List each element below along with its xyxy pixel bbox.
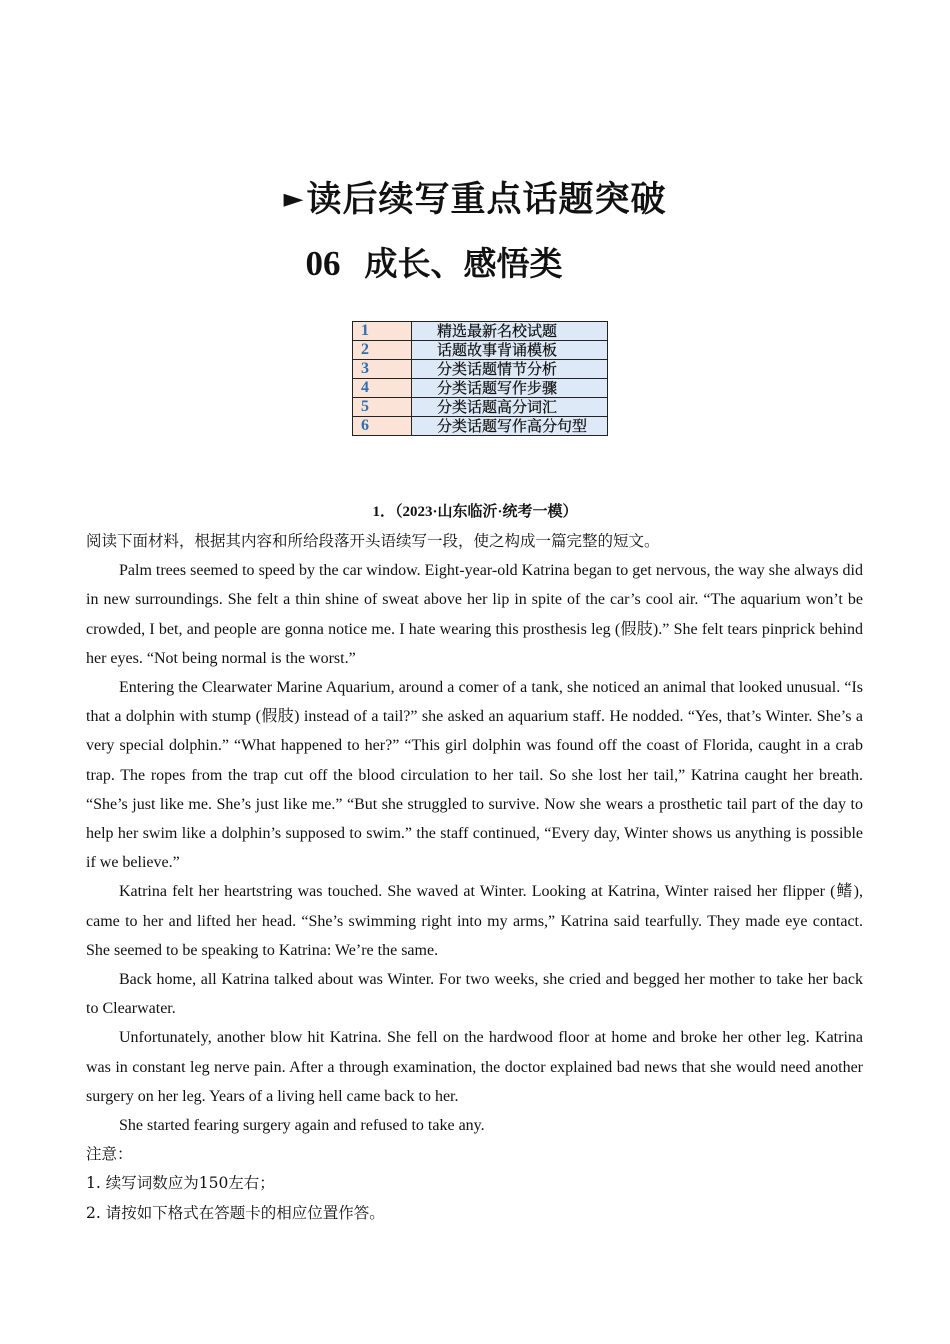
toc-row <box>353 322 608 341</box>
topic-name: 成长、感悟类 <box>364 244 563 283</box>
passage-paragraph: Entering the Clearwater Marine Aquarium, around a comer of a tank, she noticed an animal that looked unusual. “Is that a dolphin with stump (假肢) instead of a tail?” she asked an aquarium staff. He nodded. “Yes, that’s Winter. She’s a very special dolphin.” “What happened to her?” “This girl dolphin was found off the coast of Florida, caught in a crab trap. The ropes from the trap cut off the blood circulation to her tail. So she lost her tail,” Katrina caught her breath. “She’s just like me. She’s just like me.” “But she struggled to survive. Now she wears a prosthetic tail part of the day to help her swim like a dolphin’s supposed to swim.” the staff continued, “Every day, Winter shows us anything is possible if we believe.” <box>86 679 863 872</box>
toc-number: 1 <box>353 322 412 341</box>
toc-label: 分类话题高分词汇 <box>412 398 608 417</box>
toc-row <box>353 398 608 417</box>
passage-paragraph: Back home, all Katrina talked about was Winter. For two weeks, she cried and begged her mother to take her back to Clearwater. <box>86 971 863 1018</box>
question-body <box>86 527 863 1228</box>
toc-number: 4 <box>353 379 412 398</box>
contents-table <box>352 321 608 436</box>
toc-number: 3 <box>353 360 412 379</box>
toc-label: 分类话题写作步骤 <box>412 379 608 398</box>
question-heading: 1．（2023·山东临沂·统考一模） <box>372 504 578 520</box>
toc-label: 分类话题情节分析 <box>412 360 608 379</box>
note-item: 2. 请按如下格式在答题卡的相应位置作答。 <box>86 1203 385 1222</box>
toc-row <box>353 379 608 398</box>
toc-number: 5 <box>353 398 412 417</box>
note-item: 1. 续写词数应为150左右； <box>86 1174 275 1193</box>
passage-paragraph: Palm trees seemed to speed by the car window. Eight-year-old Katrina began to get nervous, the way she always did in new surroundings. She felt a thin shine of sweat above her lip in spite of the car’s cool air. “The aquarium won’t be crowded, I bet, and people are gonna notice me. I hate wearing this prosthesis leg (假肢).” She felt tears pinprick behind her eyes. “Not being normal is the worst.” <box>86 562 863 667</box>
passage-paragraph: Katrina felt her heartstring was touched. She waved at Winter. Looking at Katrina, Winter raised her flipper (鳍), came to her and lifted her head. “She’s swimming right into my arms,” Katrina said tearfully. They made eye contact. She seemed to be speaking to Katrina: We’re the same. <box>86 883 863 959</box>
toc-number: 2 <box>353 341 412 360</box>
passage-paragraph: Unfortunately, another blow hit Katrina. She fell on the hardwood floor at home and broke her other leg. Katrina was in constant leg nerve pain. After a through examination, the doctor explained bad news that she would need another surgery on her leg. Years of a living hell came back to her. <box>86 1029 863 1105</box>
triangle-icon: ► <box>283 184 305 214</box>
passage-paragraph: She started fearing surgery again and refused to take any. <box>119 1117 485 1135</box>
toc-row <box>353 341 608 360</box>
toc-label: 分类话题写作高分句型 <box>412 417 608 436</box>
toc-row <box>353 417 608 436</box>
topic-number: 06 <box>305 244 341 283</box>
title-text: 读后续写重点话题突破 <box>306 180 667 220</box>
main-title <box>0 172 950 222</box>
toc-row <box>353 360 608 379</box>
instruction: 阅读下面材料，根据其内容和所给段落开头语续写一段，使之构成一篇完整的短文。 <box>86 532 660 550</box>
toc-label: 精选最新名校试题 <box>412 322 608 341</box>
notes-title: 注意： <box>86 1145 133 1164</box>
toc-number: 6 <box>353 417 412 436</box>
toc-label: 话题故事背诵模板 <box>412 341 608 360</box>
subtitle <box>0 238 868 285</box>
